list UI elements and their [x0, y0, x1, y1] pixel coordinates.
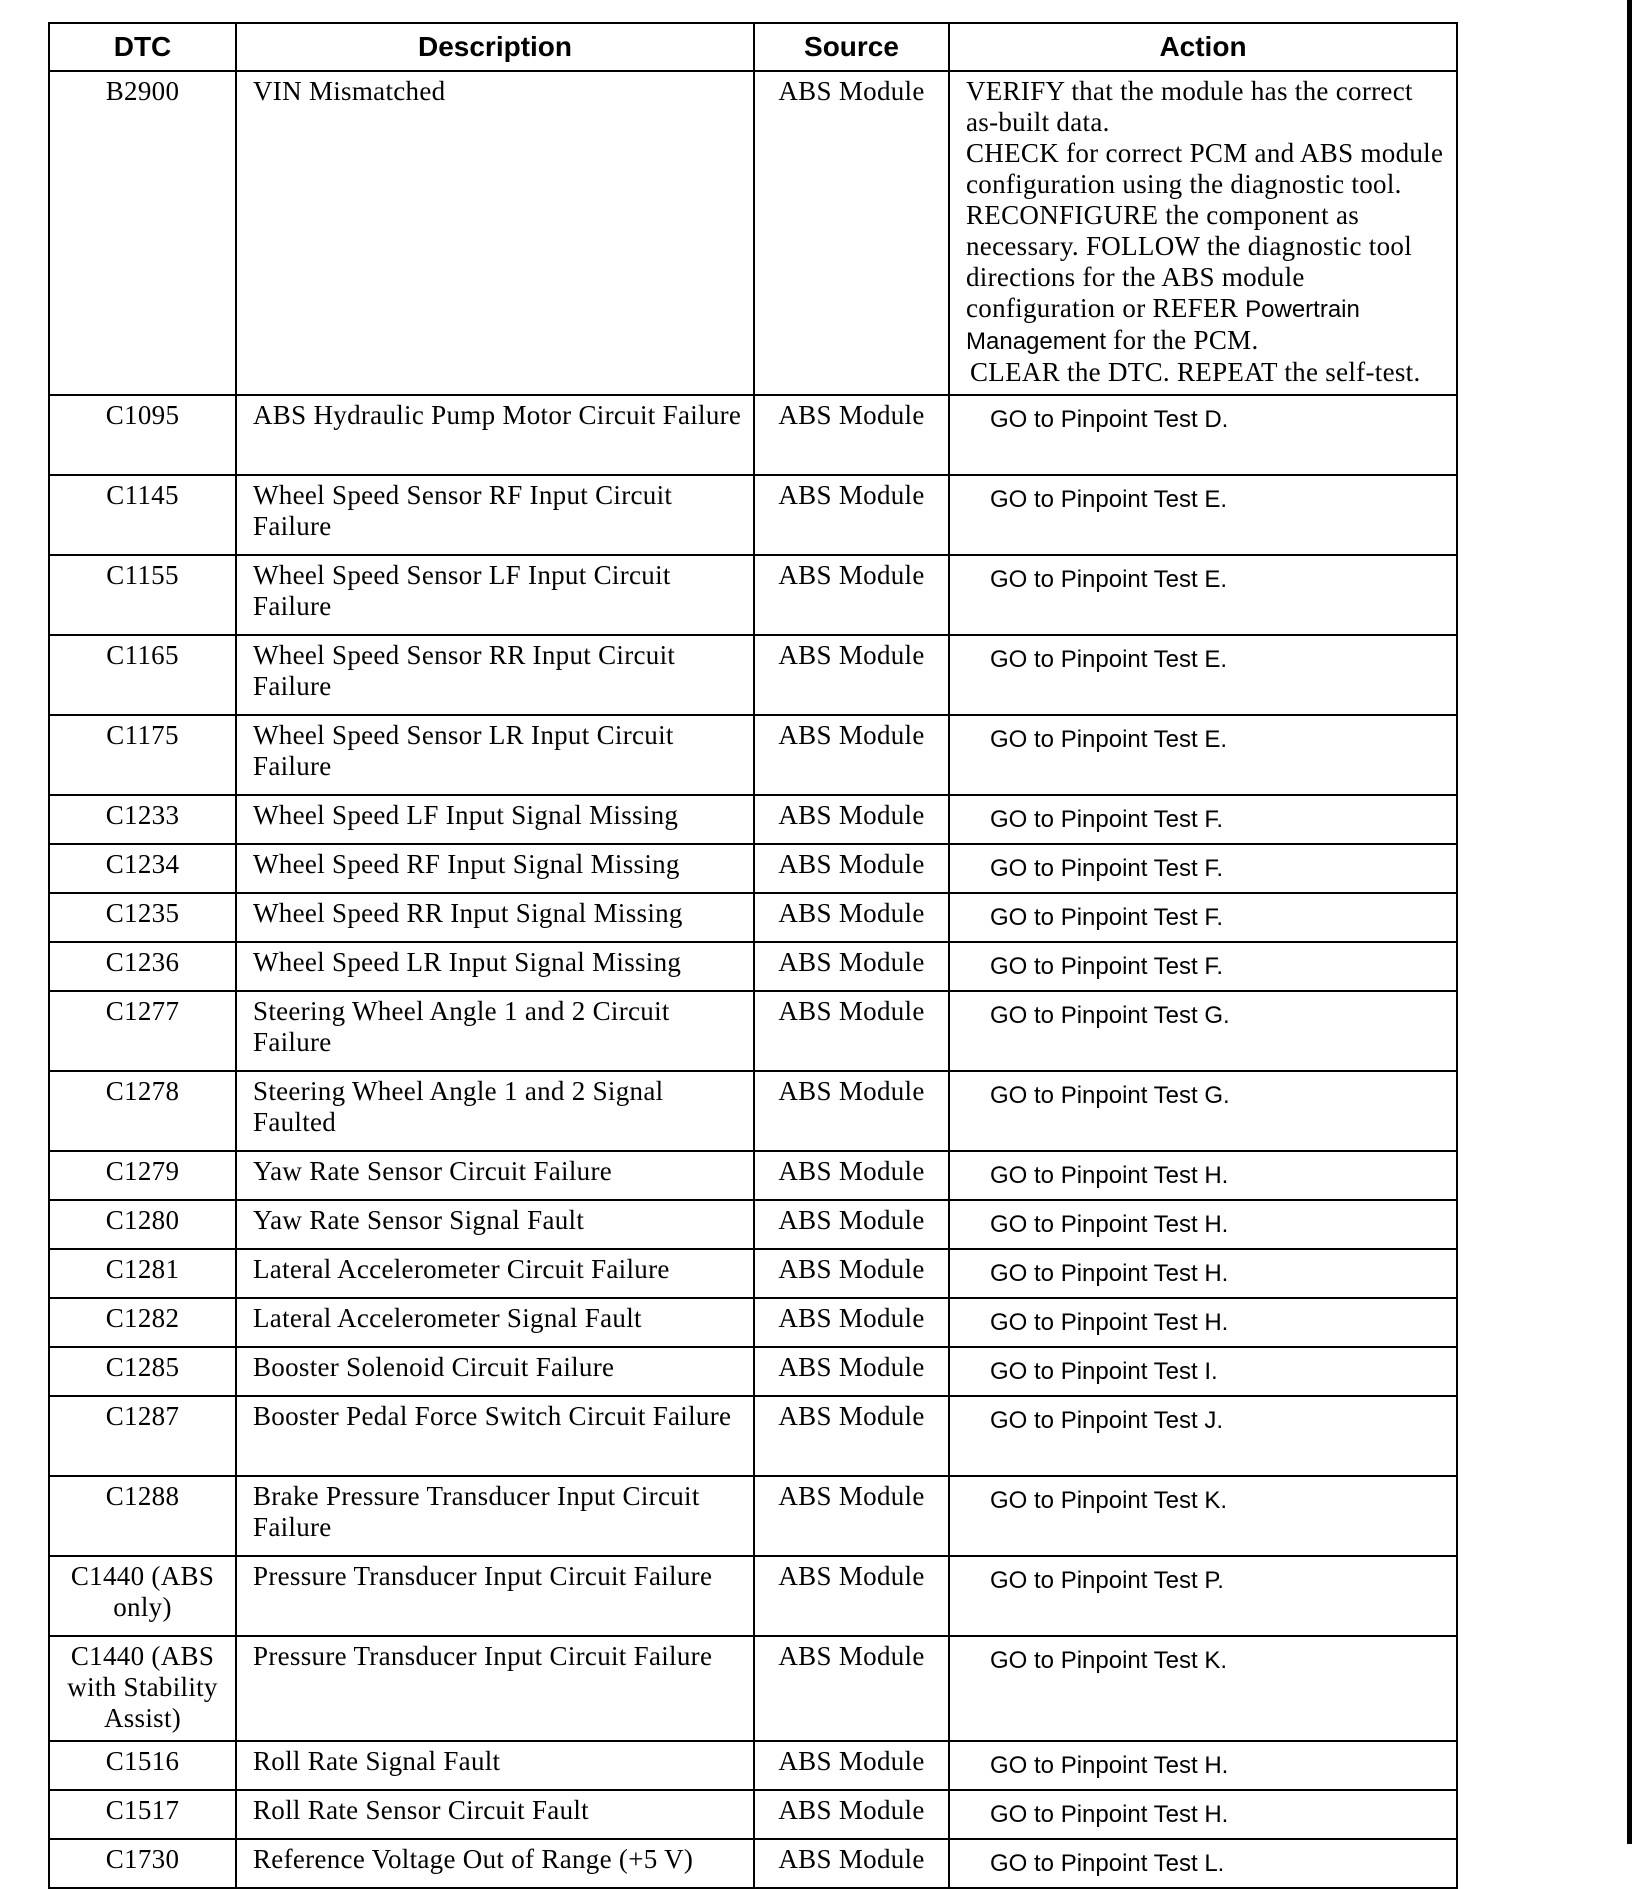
dtc-source: ABS Module	[754, 1741, 949, 1790]
dtc-code: C1233	[49, 795, 236, 844]
dtc-action: GO to Pinpoint Test H.	[949, 1790, 1457, 1839]
dtc-code: C1730	[49, 1839, 236, 1888]
dtc-source: ABS Module	[754, 395, 949, 475]
powertrain-management-link[interactable]: Powertrain Management	[966, 296, 1360, 355]
dtc-description: Wheel Speed Sensor RR Input Circuit Failure	[236, 635, 754, 715]
page-edge-border	[1627, 0, 1632, 1844]
dtc-action: GO to Pinpoint Test L.	[949, 1839, 1457, 1888]
dtc-description: Wheel Speed LR Input Signal Missing	[236, 942, 754, 991]
dtc-description: Roll Rate Sensor Circuit Fault	[236, 1790, 754, 1839]
table-row	[49, 1151, 1457, 1200]
table-row	[49, 1071, 1457, 1151]
dtc-description: Steering Wheel Angle 1 and 2 Signal Faulted	[236, 1071, 754, 1151]
header-description: Description	[236, 23, 754, 71]
dtc-source: ABS Module	[754, 1790, 949, 1839]
dtc-source: ABS Module	[754, 1200, 949, 1249]
dtc-source: ABS Module	[754, 1396, 949, 1476]
dtc-code: C1280	[49, 1200, 236, 1249]
table-row	[49, 555, 1457, 635]
action-pcm-text: for the PCM.	[1113, 325, 1259, 355]
dtc-action: GO to Pinpoint Test D.	[949, 395, 1457, 475]
dtc-description: Yaw Rate Sensor Circuit Failure	[236, 1151, 754, 1200]
dtc-code: C1234	[49, 844, 236, 893]
dtc-description: Wheel Speed RR Input Signal Missing	[236, 893, 754, 942]
dtc-action: GO to Pinpoint Test H.	[949, 1298, 1457, 1347]
dtc-description: Pressure Transducer Input Circuit Failure	[236, 1636, 754, 1741]
dtc-description: Wheel Speed RF Input Signal Missing	[236, 844, 754, 893]
dtc-source: ABS Module	[754, 475, 949, 555]
dtc-source: ABS Module	[754, 1347, 949, 1396]
dtc-source: ABS Module	[754, 1151, 949, 1200]
dtc-action: GO to Pinpoint Test G.	[949, 1071, 1457, 1151]
dtc-action: GO to Pinpoint Test I.	[949, 1347, 1457, 1396]
table-row	[49, 1741, 1457, 1790]
dtc-code: C1285	[49, 1347, 236, 1396]
dtc-source: ABS Module	[754, 555, 949, 635]
dtc-description: Lateral Accelerometer Signal Fault	[236, 1298, 754, 1347]
dtc-description: Wheel Speed LF Input Signal Missing	[236, 795, 754, 844]
table-row	[49, 1396, 1457, 1476]
action-verify-text: VERIFY that the module has the correct as-built data.	[966, 76, 1413, 137]
table-row	[49, 893, 1457, 942]
dtc-action: GO to Pinpoint Test K.	[949, 1636, 1457, 1741]
dtc-code: C1235	[49, 893, 236, 942]
table-row	[49, 1556, 1457, 1636]
action-clear-text: CLEAR the DTC. REPEAT the self-test.	[970, 357, 1421, 387]
dtc-description: Pressure Transducer Input Circuit Failure	[236, 1556, 754, 1636]
table-row	[49, 1636, 1457, 1741]
table-row	[49, 844, 1457, 893]
dtc-description: Booster Solenoid Circuit Failure	[236, 1347, 754, 1396]
table-row	[49, 1839, 1457, 1888]
dtc-code: C1517	[49, 1790, 236, 1839]
dtc-action: GO to Pinpoint Test K.	[949, 1476, 1457, 1556]
dtc-action: GO to Pinpoint Test F.	[949, 795, 1457, 844]
dtc-description: Booster Pedal Force Switch Circuit Failure	[236, 1396, 754, 1476]
dtc-action	[949, 71, 1457, 395]
dtc-code: B2900	[49, 71, 236, 395]
dtc-action: GO to Pinpoint Test G.	[949, 991, 1457, 1071]
dtc-table	[48, 22, 1458, 1889]
header-source: Source	[754, 23, 949, 71]
dtc-description: Reference Voltage Out of Range (+5 V)	[236, 1839, 754, 1888]
header-action: Action	[949, 23, 1457, 71]
dtc-source: ABS Module	[754, 635, 949, 715]
dtc-source: ABS Module	[754, 71, 949, 395]
dtc-source: ABS Module	[754, 795, 949, 844]
dtc-source: ABS Module	[754, 1476, 949, 1556]
dtc-action: GO to Pinpoint Test J.	[949, 1396, 1457, 1476]
dtc-code: C1175	[49, 715, 236, 795]
dtc-code: C1236	[49, 942, 236, 991]
dtc-source: ABS Module	[754, 1556, 949, 1636]
dtc-code: C1287	[49, 1396, 236, 1476]
table-row	[49, 395, 1457, 475]
dtc-code: C1165	[49, 635, 236, 715]
dtc-action: GO to Pinpoint Test F.	[949, 844, 1457, 893]
dtc-code: C1279	[49, 1151, 236, 1200]
dtc-source: ABS Module	[754, 1298, 949, 1347]
dtc-source: ABS Module	[754, 715, 949, 795]
dtc-description: Brake Pressure Transducer Input Circuit Failure	[236, 1476, 754, 1556]
dtc-source: ABS Module	[754, 1249, 949, 1298]
table-row	[49, 1476, 1457, 1556]
dtc-code: C1516	[49, 1741, 236, 1790]
dtc-description: Wheel Speed Sensor LF Input Circuit Failure	[236, 555, 754, 635]
dtc-code: C1155	[49, 555, 236, 635]
dtc-action: GO to Pinpoint Test F.	[949, 942, 1457, 991]
dtc-description: Wheel Speed Sensor RF Input Circuit Failure	[236, 475, 754, 555]
dtc-code: C1440 (ABS with Stability Assist)	[49, 1636, 236, 1741]
dtc-action: GO to Pinpoint Test E.	[949, 475, 1457, 555]
dtc-description: Steering Wheel Angle 1 and 2 Circuit Failure	[236, 991, 754, 1071]
table-row	[49, 1200, 1457, 1249]
table-row	[49, 1347, 1457, 1396]
table-row	[49, 942, 1457, 991]
table-row	[49, 635, 1457, 715]
dtc-action: GO to Pinpoint Test H.	[949, 1249, 1457, 1298]
table-row	[49, 1790, 1457, 1839]
dtc-code: C1095	[49, 395, 236, 475]
table-body	[49, 71, 1457, 1888]
dtc-code: C1288	[49, 1476, 236, 1556]
dtc-action: GO to Pinpoint Test H.	[949, 1151, 1457, 1200]
dtc-description: Lateral Accelerometer Circuit Failure	[236, 1249, 754, 1298]
table-row	[49, 1249, 1457, 1298]
dtc-code: C1277	[49, 991, 236, 1071]
dtc-description: Wheel Speed Sensor LR Input Circuit Failure	[236, 715, 754, 795]
dtc-description: VIN Mismatched	[236, 71, 754, 395]
header-dtc: DTC	[49, 23, 236, 71]
table-row	[49, 475, 1457, 555]
dtc-source: ABS Module	[754, 1839, 949, 1888]
dtc-action: GO to Pinpoint Test E.	[949, 635, 1457, 715]
dtc-action: GO to Pinpoint Test E.	[949, 715, 1457, 795]
table-row	[49, 795, 1457, 844]
dtc-source: ABS Module	[754, 1636, 949, 1741]
dtc-action: GO to Pinpoint Test H.	[949, 1200, 1457, 1249]
dtc-description: Roll Rate Signal Fault	[236, 1741, 754, 1790]
dtc-description: Yaw Rate Sensor Signal Fault	[236, 1200, 754, 1249]
dtc-source: ABS Module	[754, 844, 949, 893]
action-check-text: CHECK for correct PCM and ABS module configuration using the diagnostic tool. RECONFIGURE the component as necessary. FOLLOW the diagnostic tool directions for the ABS module configuration or REFER	[966, 138, 1444, 323]
dtc-description: ABS Hydraulic Pump Motor Circuit Failure	[236, 395, 754, 475]
dtc-code: C1281	[49, 1249, 236, 1298]
dtc-code: C1278	[49, 1071, 236, 1151]
dtc-source: ABS Module	[754, 991, 949, 1071]
table-header-row	[49, 23, 1457, 71]
dtc-action: GO to Pinpoint Test H.	[949, 1741, 1457, 1790]
dtc-source: ABS Module	[754, 1071, 949, 1151]
dtc-code: C1440 (ABS only)	[49, 1556, 236, 1636]
dtc-code: C1145	[49, 475, 236, 555]
table-row	[49, 715, 1457, 795]
dtc-code: C1282	[49, 1298, 236, 1347]
dtc-source: ABS Module	[754, 893, 949, 942]
dtc-action: GO to Pinpoint Test E.	[949, 555, 1457, 635]
dtc-action: GO to Pinpoint Test P.	[949, 1556, 1457, 1636]
dtc-source: ABS Module	[754, 942, 949, 991]
table-row	[49, 991, 1457, 1071]
table-row-b2900	[49, 71, 1457, 395]
dtc-action: GO to Pinpoint Test F.	[949, 893, 1457, 942]
table-row	[49, 1298, 1457, 1347]
